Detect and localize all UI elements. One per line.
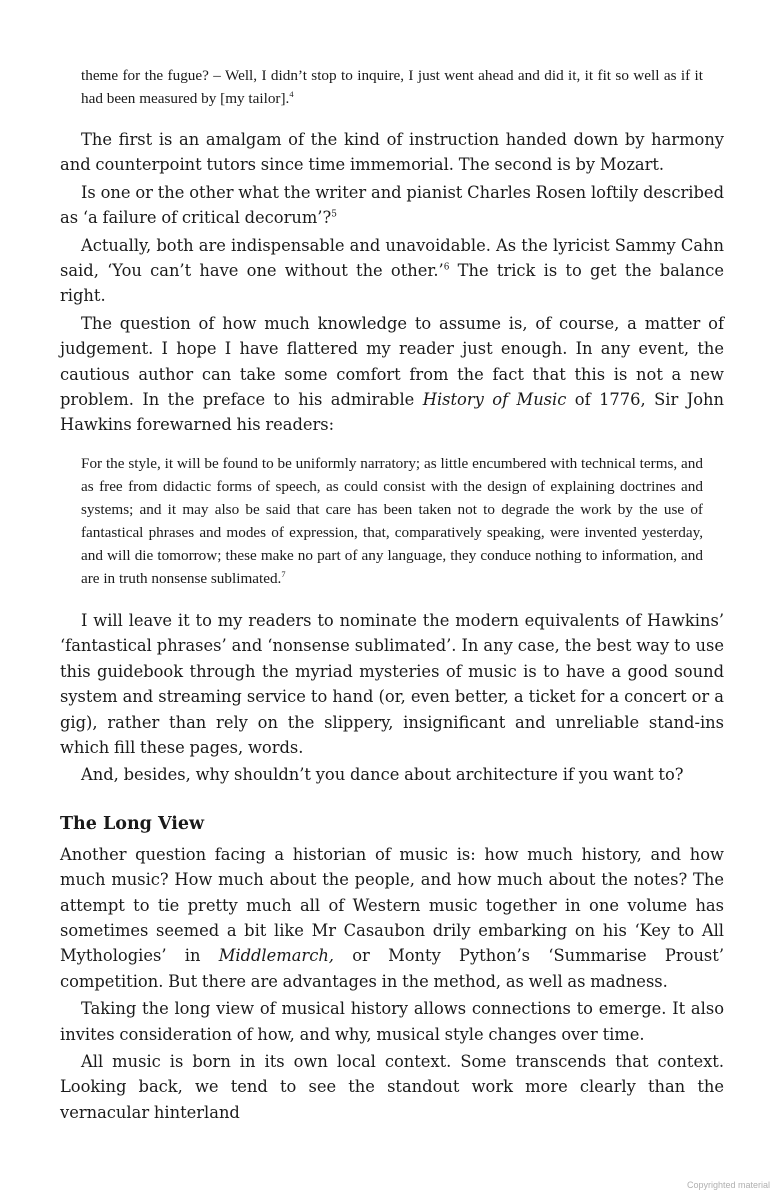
- paragraph-amalgam: The first is an amalgam of the kind of instruction handed down by harmony and counterpoint tutors since time immemorial. The second is by Mozart.: [60, 130, 724, 175]
- paragraph-rosen: Is one or the other what the writer and pianist Charles Rosen loftily described as ‘a failure of critical decorum’?$^5$: [60, 182, 724, 228]
- paragraph-long-view: Taking the long view of musical history allows connections to emerge. It also invites consideration of how, and why, musical style changes over time.: [60, 999, 724, 1044]
- paragraph-cahn: Actually, both are indispensable and unavoidable. As the lyricist Sammy Cahn said, ‘You can’t have one without the other.’$^6$ The trick is to get the balance right.: [60, 235, 724, 306]
- section-heading: The Long View: [60, 813, 205, 834]
- block-quote-hawkins: For the style, it will be found to be uniformly narratory; as little encumbered with technical terms, and as free from didactic forms of speech, as could consist with the design of explaining doctrines and systems; and it may also be said that care has been taken not to degrade the work by the use of fantastical phrases and modes of expression, that, comparatively speaking, were invented yesterday, and will die tomorrow; these make no part of any language, they conduce nothing to information, and are in truth nonsense sublimated.$^7$: [81, 454, 703, 587]
- paragraph-historian: Another question facing a historian of music is: how much history, and how much music? How much about the people, and how much about the notes? The attempt to tie pretty much all of Western music together in one volume has sometimes seemed a bit like Mr Casaubon drily embarking on his ‘Key to All Mythologies’ in Middlemarch, or Monty Python’s ‘Summarise Proust’ competition. But there are advantages in the method, as well as madness.: [60, 844, 725, 991]
- copyright-watermark: Copyrighted material: [686, 1180, 770, 1190]
- paragraph-readers: I will leave it to my readers to nominate the modern equivalents of Hawkins’ ‘fantastical phrases’ and ‘nonsense sublimated’. In any case, the best way to use this guidebook through the myriad mysteries of music is to have a good sound system and streaming service to hand (or, even better, a ticket for a concert or a gig), rather than rely on the slippery, insignificant and unreliable stand-ins which fill these pages, words.: [60, 610, 724, 757]
- block-quote-mozart: theme for the fugue? – Well, I didn’t stop to inquire, I just went ahead and did it, it fit so well as if it had been measured by [my tailor].$^4$: [81, 67, 703, 107]
- footnote-ref-5: 5: [331, 209, 337, 220]
- paragraph-architecture: And, besides, why shouldn’t you dance about architecture if you want to?: [81, 765, 684, 785]
- book-title-middlemarch: Middlemarch,: [218, 946, 334, 966]
- book-title-history-of-music: History of Music: [422, 390, 567, 410]
- paragraph-local-context: All music is born in its own local context. Some transcends that context. Looking back, we tend to see the standout work more clearly than the vernacular hinterland: [60, 1051, 724, 1122]
- book-page: [60, 64, 724, 1125]
- footnote-ref-6: 6: [443, 262, 450, 273]
- footnote-ref-7: 7: [281, 570, 286, 580]
- paragraph-hawkins-intro: The question of how much knowledge to assume is, of course, a matter of judgement. I hope I have flattered my reader just enough. In any event, the cautious author can take some comfort from the fact that this is not a new problem. In the preface to his admirable History of Music of 1776, Sir John Hawkins forewarned his readers:: [60, 313, 724, 435]
- footnote-ref-4: 4: [289, 90, 294, 100]
